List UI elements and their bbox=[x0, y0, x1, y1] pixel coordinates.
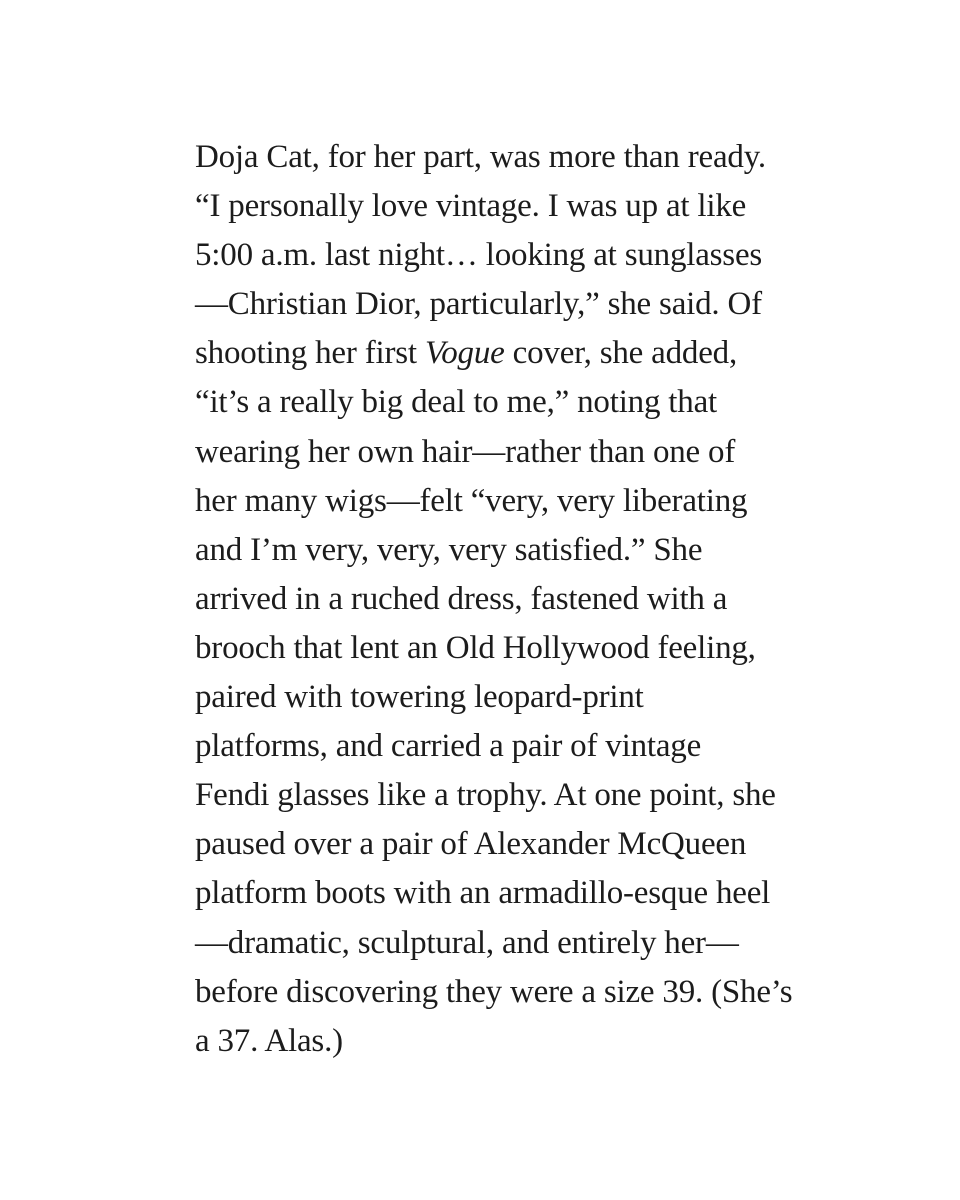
article-line: platforms, and carried a pair of vintage bbox=[195, 728, 702, 765]
article-line: her many wigs—felt “very, very liberating bbox=[195, 482, 748, 519]
article-line: and I’m very, very, very satisfied.” She bbox=[195, 531, 703, 568]
article-line: paused over a pair of Alexander McQueen bbox=[195, 826, 747, 863]
article-line: —dramatic, sculptural, and entirely her— bbox=[195, 924, 739, 961]
article-line: a 37. Alas.) bbox=[195, 1022, 343, 1059]
article-line bbox=[195, 329, 815, 378]
magazine-title: Vogue bbox=[424, 335, 505, 372]
article-line: 5:00 a.m. last night… looking at sunglasses bbox=[195, 237, 763, 274]
article-line: Fendi glasses like a trophy. At one point, she bbox=[195, 777, 776, 814]
article-line-segment: cover, she added, bbox=[504, 335, 737, 372]
article-line: “I personally love vintage. I was up at like bbox=[195, 188, 747, 225]
article-line: before discovering they were a size 39. (She’s bbox=[195, 973, 793, 1010]
article-line: wearing her own hair—rather than one of bbox=[195, 433, 736, 470]
article-line: paired with towering leopard-print bbox=[195, 679, 644, 716]
article-line: —Christian Dior, particularly,” she said. Of bbox=[195, 286, 762, 323]
article-line: arrived in a ruched dress, fastened with a bbox=[195, 580, 728, 617]
article-paragraph bbox=[195, 133, 815, 1066]
article-line: brooch that lent an Old Hollywood feeling, bbox=[195, 629, 756, 666]
article-line: Doja Cat, for her part, was more than ready. bbox=[195, 139, 766, 175]
article-line: “it’s a really big deal to me,” noting that bbox=[195, 384, 717, 421]
article-line-segment: shooting her first bbox=[195, 335, 425, 372]
article-line: platform boots with an armadillo-esque heel bbox=[195, 875, 771, 912]
